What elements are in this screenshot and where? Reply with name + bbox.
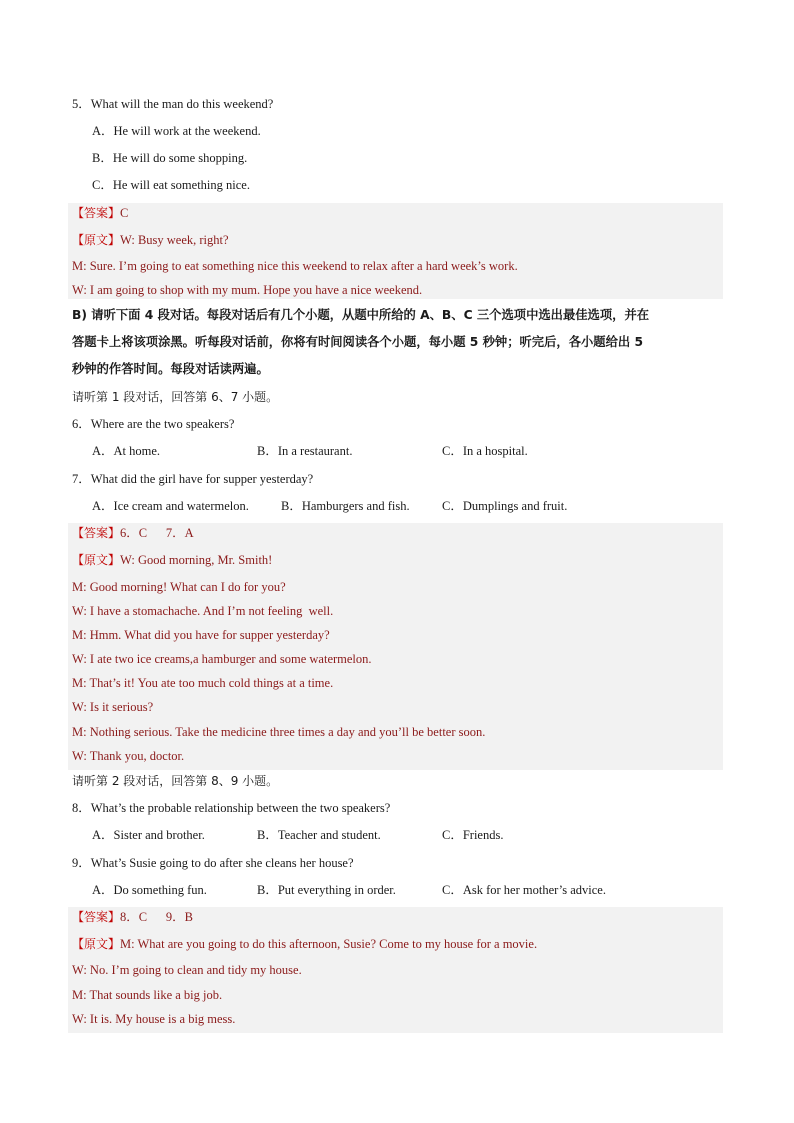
d2-answer-line — [72, 908, 193, 926]
q6-option-a: A．At home. — [92, 444, 161, 458]
d1-script-8: W: Thank you, doctor. — [72, 749, 185, 763]
q6-option-c: C．In a hospital. — [442, 444, 528, 458]
d2-script-line — [72, 935, 537, 953]
q5-option-c: C．He will eat something nice. — [92, 178, 250, 192]
q5-answer-line — [72, 204, 128, 222]
q5-script-2: W: I am going to shop with my mum. Hope you have a nice weekend. — [72, 283, 423, 297]
section-b-instructions-2: 答题卡上将该项涂黑。听每段对话前，你将有时间阅读各个小题，每小题 5 秒钟；听完后，各小题给出 5 — [72, 335, 644, 349]
q5-option-b: B．He will do some shopping. — [92, 151, 248, 165]
question-9: 9．What’s Susie going to do after she cleans her house? — [72, 856, 354, 870]
q5-option-a: A．He will work at the weekend. — [92, 124, 261, 138]
q8-option-c: C．Friends. — [442, 828, 504, 842]
d2-script-0: M: What are you going to do this afternoon, Susie? Come to my house for a movie. — [120, 937, 538, 951]
d1-script-2: W: I have a stomachache. And I’m not feeling well. — [72, 604, 334, 618]
q5-answer: C — [120, 206, 129, 220]
q5-script-0: W: Busy week, right? — [120, 233, 229, 247]
q5-script-1: M: Sure. I’m going to eat something nice this weekend to relax after a hard week’s work. — [72, 259, 518, 273]
q9-option-b: B．Put everything in order. — [257, 883, 396, 897]
question-7: 7．What did the girl have for supper yesterday? — [72, 472, 314, 486]
d2-script-1: W: No. I’m going to clean and tidy my house. — [72, 963, 302, 977]
q5-script-line — [72, 231, 229, 249]
question-8: 8．What’s the probable relationship between the two speakers? — [72, 801, 391, 815]
question-6: 6．Where are the two speakers? — [72, 417, 235, 431]
section-b-instructions-3: 秒钟的作答时间。每段对话读两遍。 — [72, 362, 269, 376]
d1-script-0: W: Good morning, Mr. Smith! — [120, 553, 273, 567]
question-5: 5．What will the man do this weekend? — [72, 97, 274, 111]
d1-script-5: M: That’s it! You ate too much cold things at a time. — [72, 676, 334, 690]
answer-tag: 【答案】 — [72, 206, 121, 220]
d1-script-1: M: Good morning! What can I do for you? — [72, 580, 286, 594]
d2-answer: 8．C 9．B — [120, 910, 193, 924]
answer-tag: 【答案】 — [72, 526, 121, 540]
d1-script-3: M: Hmm. What did you have for supper yesterday? — [72, 628, 330, 642]
q7-option-a: A．Ice cream and watermelon. — [92, 499, 249, 513]
script-tag: 【原文】 — [72, 937, 121, 951]
d1-script-4: W: I ate two ice creams,a hamburger and some watermelon. — [72, 652, 372, 666]
d1-script-6: W: Is it serious? — [72, 700, 154, 714]
dialogue-2-intro: 请听第 2 段对话，回答第 8、9 小题。 — [72, 774, 279, 788]
d1-answer-line — [72, 524, 194, 542]
d1-answer: 6．C 7．A — [120, 526, 194, 540]
d1-script-7: M: Nothing serious. Take the medicine three times a day and you’ll be better soon. — [72, 725, 486, 739]
q8-option-a: A．Sister and brother. — [92, 828, 205, 842]
q7-option-b: B．Hamburgers and fish. — [281, 499, 410, 513]
q9-option-c: C．Ask for her mother’s advice. — [442, 883, 606, 897]
script-tag: 【原文】 — [72, 233, 121, 247]
q7-option-c: C．Dumplings and fruit. — [442, 499, 568, 513]
dialogue-1-intro: 请听第 1 段对话，回答第 6、7 小题。 — [72, 390, 279, 404]
q8-option-b: B．Teacher and student. — [257, 828, 381, 842]
section-b-instructions-1: B) 请听下面 4 段对话。每段对话后有几个小题，从题中所给的 A、B、C 三个选项中选出最佳选项，并在 — [72, 308, 650, 322]
answer-tag: 【答案】 — [72, 910, 121, 924]
q6-option-b: B．In a restaurant. — [257, 444, 353, 458]
script-tag: 【原文】 — [72, 553, 121, 567]
d1-script-line — [72, 551, 272, 569]
q9-option-a: A．Do something fun. — [92, 883, 207, 897]
d2-script-3: W: It is. My house is a big mess. — [72, 1012, 236, 1026]
d2-script-2: M: That sounds like a big job. — [72, 988, 223, 1002]
